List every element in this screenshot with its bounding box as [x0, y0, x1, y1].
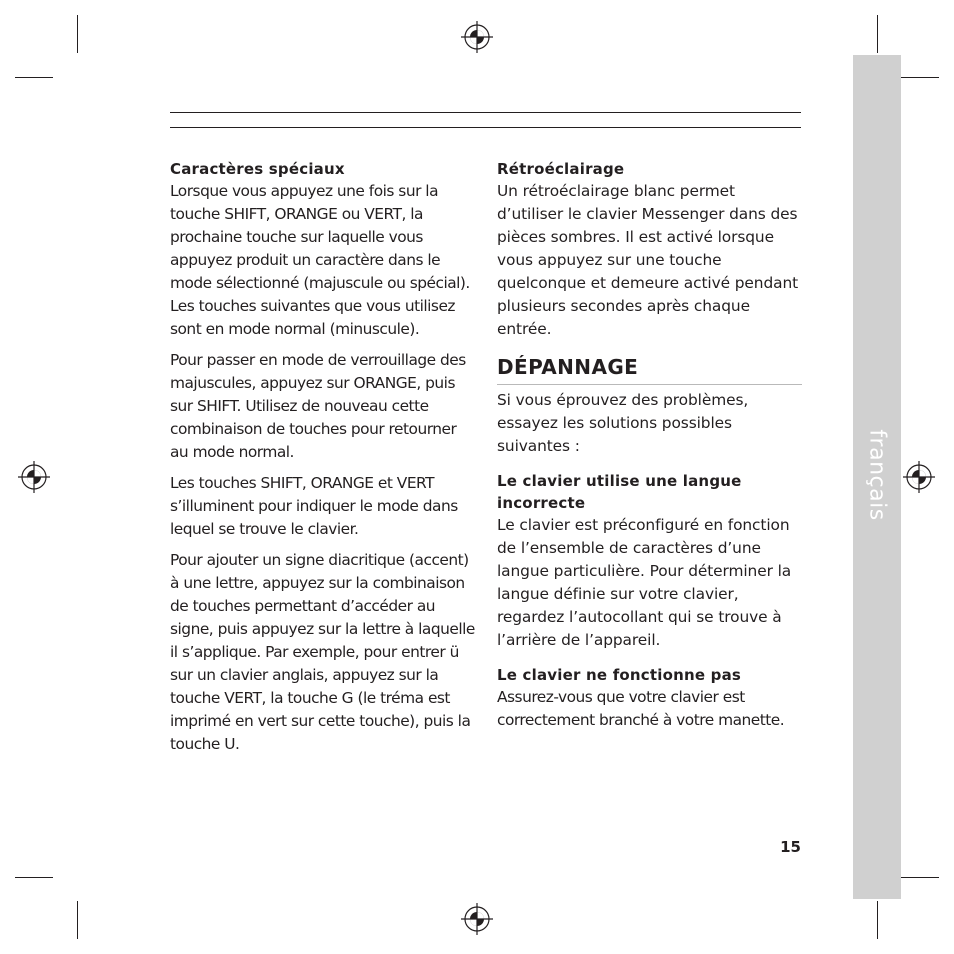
crop-mark [877, 901, 878, 939]
backlight-text: Un rétroéclairage blanc permet d’utiliser le clavier Messenger dans des pièces sombres. Il est activé lorsque vous appuyez sur une touche quelconque et demeure activé pendant plusieurs secondes après chaque entrée. [497, 182, 799, 338]
crop-mark [15, 877, 53, 878]
paragraph: Pour ajouter un signe diacritique (accent) à une lettre, appuyez sur la combinaison de touches permettant d’accéder au signe, puis appuyez sur la lettre à laquelle il s’applique. Par exemple, pour entrer ü sur un clavier anglais, appuyez sur la touche VERT, la touche G (le tréma est imprimé en vert sur cette touche), puis la touche U. [170, 551, 475, 753]
issue-text: Assurez-vous que votre clavier est correctement branché à votre manette. [497, 688, 785, 729]
crop-mark [77, 901, 78, 939]
troubleshooting-title: DÉPANNAGE [497, 353, 802, 385]
paragraph: Pour passer en mode de verrouillage des majuscules, appuyez sur ORANGE, puis sur SHIFT. Utilisez de nouveau cette combinaison de touches pour retourner au mode normal. [170, 351, 466, 461]
issue-item [497, 664, 802, 732]
crop-mark [901, 77, 939, 78]
paragraph: Les touches SHIFT, ORANGE et VERT s’illuminent pour indiquer le mode dans lequel se trouve le clavier. [170, 474, 458, 538]
crop-mark [877, 15, 878, 53]
header-rule-bottom [170, 127, 801, 128]
page-number: 15 [780, 838, 801, 856]
issue-heading: Le clavier utilise une langue incorrecte [497, 472, 742, 512]
header-rule-top [170, 112, 801, 113]
registration-mark-icon [18, 461, 50, 493]
issue-text: Le clavier est préconfiguré en fonction de l’ensemble de caractères d’une langue particulière. Pour déterminer la langue définie sur votre clavier, regardez l’autocollant qui se trouve à l’arrière de l’appareil. [497, 516, 792, 649]
troubleshooting-intro: Si vous éprouvez des problèmes, essayez les solutions possibles suivantes : [497, 391, 749, 455]
registration-mark-icon [461, 903, 493, 935]
right-column [497, 158, 802, 740]
crop-mark [77, 15, 78, 53]
registration-mark-icon [461, 21, 493, 53]
crop-mark [15, 77, 53, 78]
issue-item [497, 470, 802, 652]
language-tab-label: français [864, 429, 890, 521]
backlight-heading: Rétroéclairage [497, 160, 625, 178]
registration-mark-icon [903, 461, 935, 493]
paragraph: Lorsque vous appuyez une fois sur la touche SHIFT, ORANGE ou VERT, la prochaine touche sur laquelle vous appuyez produit un caractère dans le mode sélectionné (majuscule ou spécial). Les touches suivantes que vous utilisez sont en mode normal (minuscule). [170, 182, 470, 338]
special-characters-heading: Caractères spéciaux [170, 160, 345, 178]
crop-mark [901, 877, 939, 878]
issue-heading: Le clavier ne fonctionne pas [497, 666, 742, 684]
left-column [170, 158, 476, 764]
